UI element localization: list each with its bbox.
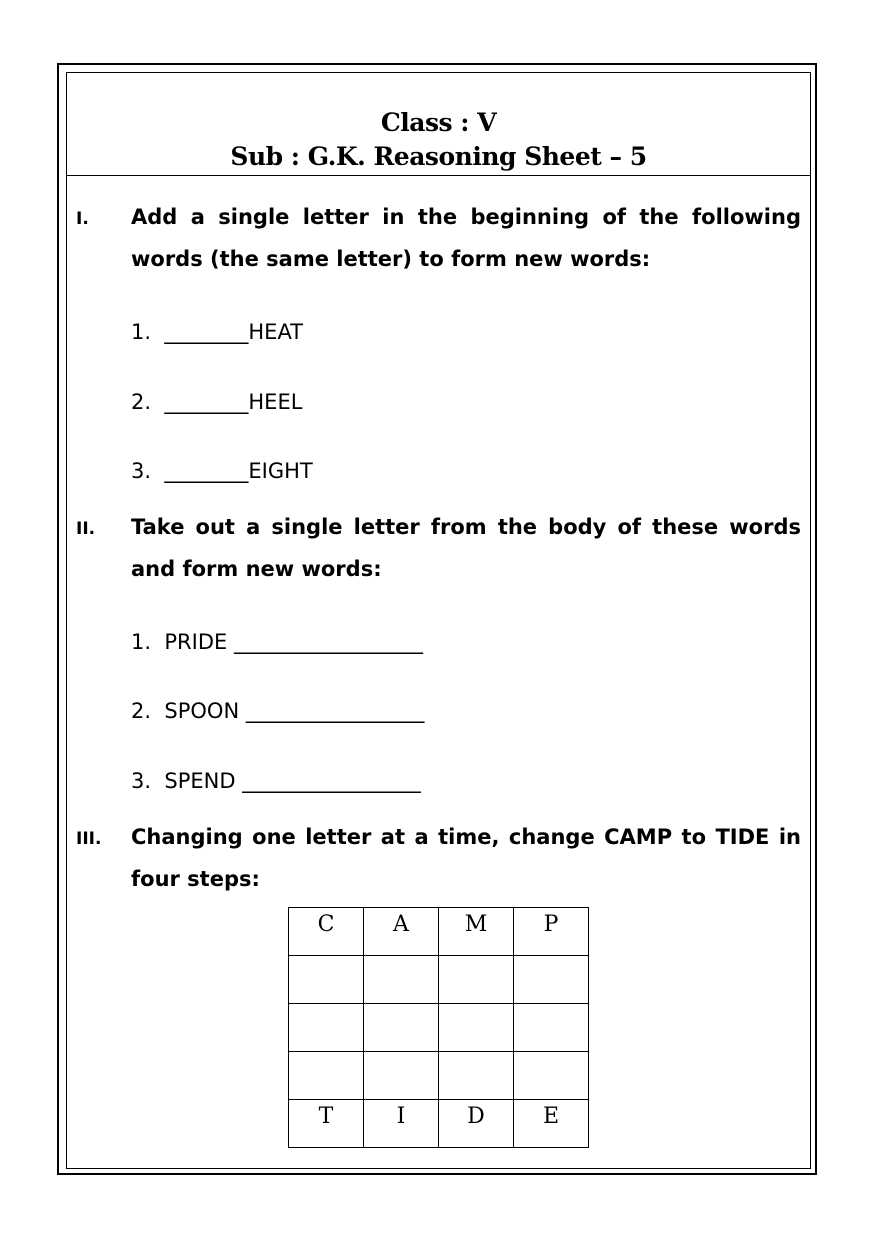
question-item: 3. SPEND _________________ [131,769,421,793]
question-item: 2. SPOON _________________ [131,699,425,723]
grid-cell[interactable] [289,1004,364,1052]
grid-cell[interactable] [364,1052,439,1100]
section-number: III. [76,829,102,849]
section-prompt: Add a single letter in the beginning of the following words (the same letter) to form new words: [131,205,801,271]
question-item: 1. ________HEAT [131,320,304,344]
section-number: I. [76,209,89,229]
grid-cell[interactable] [289,1052,364,1100]
word-ladder-grid [288,907,589,1148]
grid-row [289,1004,589,1052]
grid-cell: D [439,1100,514,1148]
grid-cell: P [514,908,589,956]
section-prompt: Changing one letter at a time, change CAMP to TIDE in four steps: [131,825,801,891]
grid-cell[interactable] [514,1052,589,1100]
grid-cell: M [439,908,514,956]
grid-cell: A [364,908,439,956]
grid-row [289,956,589,1004]
grid-cell: T [289,1100,364,1148]
grid-row [289,1052,589,1100]
grid-cell[interactable] [514,1004,589,1052]
grid-cell[interactable] [439,956,514,1004]
section-prompt: Take out a single letter from the body of these words and form new words: [131,515,801,581]
section-number: II. [76,519,96,539]
subject-title: Sub : G.K. Reasoning Sheet – 5 [230,142,647,171]
grid-cell[interactable] [364,1004,439,1052]
header-divider [66,175,811,176]
question-item: 3. ________EIGHT [131,459,313,483]
grid-cell[interactable] [364,956,439,1004]
grid-cell: I [364,1100,439,1148]
grid-cell: E [514,1100,589,1148]
question-item: 1. PRIDE __________________ [131,630,423,654]
grid-row [289,908,589,956]
grid-cell[interactable] [514,956,589,1004]
grid-cell[interactable] [289,956,364,1004]
grid-row [289,1100,589,1148]
grid-cell[interactable] [439,1052,514,1100]
grid-cell[interactable] [439,1004,514,1052]
grid-cell: C [289,908,364,956]
question-item: 2. ________HEEL [131,390,303,414]
class-title: Class : V [380,108,497,137]
